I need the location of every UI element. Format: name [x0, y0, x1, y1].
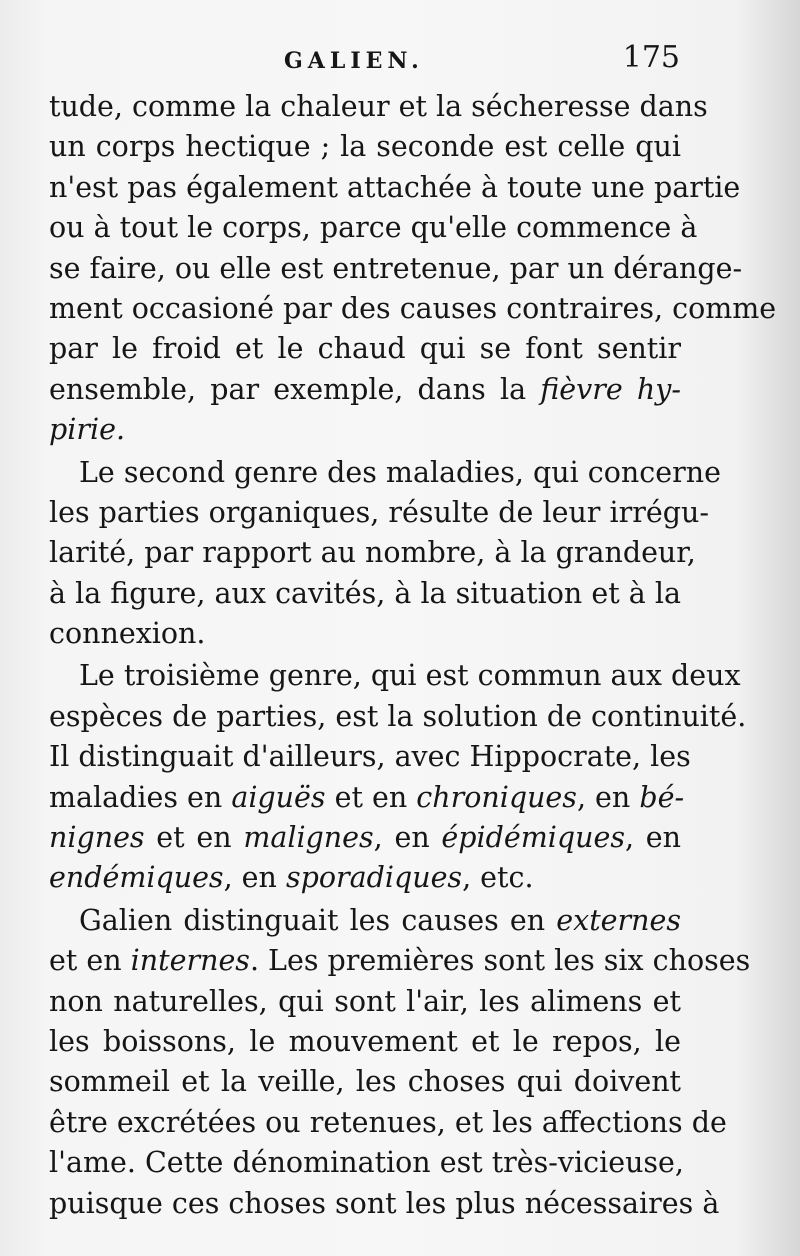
italic-term: internes: [130, 944, 250, 978]
italic-term: endémiques: [49, 861, 224, 895]
paragraph-4: [49, 901, 751, 1224]
text-line: [49, 901, 681, 941]
italic-term: bé-: [639, 780, 685, 814]
italic-term: épidémiques: [441, 821, 625, 855]
text-run: , en: [576, 780, 631, 814]
text-line: [49, 370, 681, 410]
text-run: , en: [373, 821, 430, 855]
text-line: les parties organiques, résulte de leur irrégu-: [49, 495, 709, 529]
text-line: puisque ces choses sont les plus nécessaires à: [49, 1186, 720, 1220]
text-line: connexion.: [49, 617, 206, 651]
text-line: Le second genre des maladies, qui concerne: [79, 455, 721, 489]
page-number: 175: [622, 40, 680, 75]
text-line: espèces de parties, est la solution de continuité.: [49, 699, 747, 733]
text-line: [49, 410, 681, 450]
paragraph-3: [49, 656, 747, 898]
text-run: et en: [49, 944, 122, 978]
text-line: sommeil et la veille, les choses qui doivent: [49, 1065, 681, 1099]
text-line: Il distinguait d'ailleurs, avec Hippocrate, les: [49, 740, 691, 774]
page-header: [48, 40, 684, 84]
text-line: ment occasioné par des causes contraires, comme: [49, 291, 777, 325]
italic-term: sporadiques: [285, 861, 463, 895]
text-line: [49, 778, 685, 818]
text-line: tude, comme la chaleur et la sécheresse dans: [49, 90, 708, 123]
text-run: Galien distinguait les causes en: [79, 903, 546, 937]
text-line: les boissons, le mouvement et le repos, le: [49, 1024, 681, 1058]
italic-term: aiguës: [231, 780, 326, 814]
text-line: à la figure, aux cavités, à la situation et à la: [49, 576, 681, 610]
text-line: être excrétées ou retenues, et les affections de: [49, 1105, 727, 1139]
text-line: non naturelles, qui sont l'air, les alimens et: [49, 984, 681, 1018]
italic-term: pirie.: [49, 413, 126, 447]
text-line: [49, 818, 681, 858]
text-run: . Les premières sont les six choses: [249, 944, 751, 978]
text-line: larité, par rapport au nombre, à la grandeur,: [49, 536, 696, 570]
paragraph-2: [49, 453, 721, 655]
paragraph-1: [49, 87, 777, 451]
text-run: , en: [624, 821, 681, 855]
text-line: un corps hectique ; la seconde est celle qui: [49, 130, 681, 164]
text-run: maladies en: [49, 780, 223, 814]
text-run: , etc.: [462, 861, 534, 895]
text-line: Le troisième genre, qui est commun aux deux: [79, 659, 741, 693]
text-run: , en: [223, 861, 277, 895]
italic-term: nignes: [49, 821, 145, 855]
text-line: l'ame. Cette dénomination est très-vicieuse,: [49, 1146, 684, 1180]
text-line: n'est pas également attachée à toute une partie: [49, 170, 741, 204]
italic-term: malignes: [243, 821, 374, 855]
italic-term: chroniques: [416, 780, 577, 814]
text-run: ensemble, par exemple, dans la: [49, 372, 527, 406]
text-line: se faire, ou elle est entretenue, par un dérange-: [49, 251, 743, 285]
running-head: GALIEN.: [284, 48, 424, 74]
text-run: et en: [156, 821, 232, 855]
italic-term: externes: [556, 903, 681, 937]
text-line: [49, 941, 751, 981]
body-text: [49, 87, 777, 1224]
text-run: et en: [334, 780, 408, 814]
text-line: [49, 858, 681, 898]
text-line: par le froid et le chaud qui se font sentir: [49, 332, 681, 366]
italic-term: fièvre hy-: [540, 372, 681, 406]
text-line: ou à tout le corps, parce qu'elle commence à: [49, 211, 698, 245]
